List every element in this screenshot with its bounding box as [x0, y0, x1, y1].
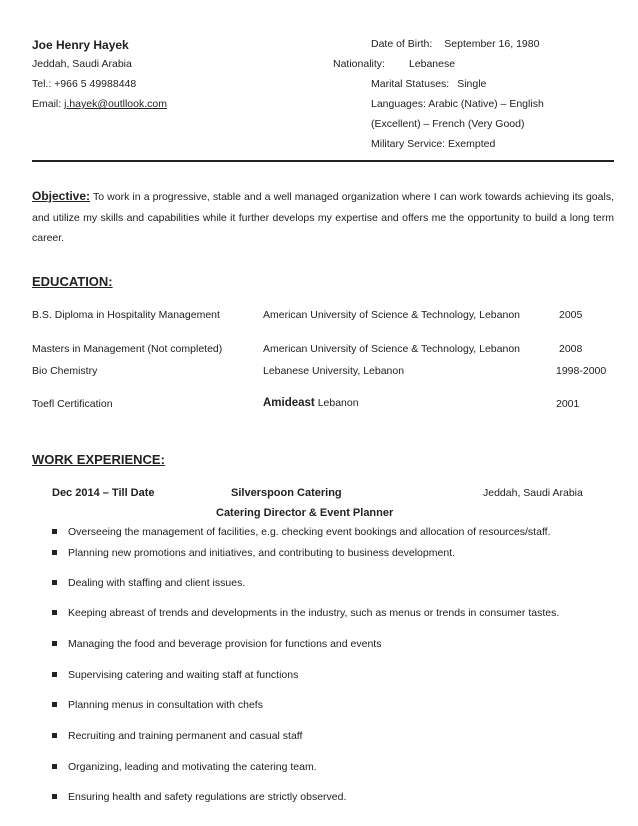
military-service: Military Service: Exempted	[371, 138, 496, 150]
year: 2008	[559, 343, 583, 355]
bullet-icon	[52, 702, 57, 707]
bullet-icon	[52, 733, 57, 738]
job-location: Jeddah, Saudi Arabia	[483, 487, 583, 499]
marital-value: Single	[457, 78, 487, 90]
job-company: Silverspoon Catering	[231, 487, 342, 499]
list-item	[52, 791, 622, 803]
list-item-text: Organizing, leading and motivating the catering team.	[68, 761, 317, 773]
phone-text: Tel.: +966 5 49988448	[32, 78, 137, 90]
degree: Toefl Certification	[32, 398, 113, 410]
bullet-icon	[52, 672, 57, 677]
list-item-text: Planning new promotions and initiatives, and contributing to business development.	[68, 547, 455, 559]
institution: American University of Science & Technology, Lebanon	[263, 343, 521, 355]
education-heading: EDUCATION:	[32, 274, 113, 289]
email-label: Email:	[32, 98, 65, 110]
languages-line	[371, 98, 544, 110]
languages-value-2: (Excellent) – French (Very Good)	[371, 118, 525, 130]
job-dates: Dec 2014 – Till Date	[52, 487, 155, 499]
job-title: Catering Director & Event Planner	[216, 507, 394, 519]
location-text: Jeddah, Saudi Arabia	[32, 58, 132, 70]
languages-value-1: Arabic (Native) – English	[428, 98, 544, 110]
year: 2001	[556, 398, 580, 410]
list-item-text: Ensuring health and safety regulations are strictly observed.	[68, 791, 347, 803]
candidate-name: Joe Henry Hayek	[32, 38, 129, 52]
list-item-text: Managing the food and beverage provision for functions and events	[68, 638, 382, 650]
list-item-text: Overseeing the management of facilities, e.g. checking event bookings and allocation of resources/staff.	[68, 526, 551, 538]
dob-label: Date of Birth:	[371, 38, 433, 50]
institution: Lebanese University, Lebanon	[263, 365, 405, 377]
languages-label: Languages:	[371, 98, 426, 110]
bullet-icon	[52, 764, 57, 769]
bullet-icon	[52, 529, 57, 534]
bullet-icon	[52, 580, 57, 585]
list-item	[52, 638, 622, 650]
list-item-text: Supervising catering and waiting staff at functions	[68, 669, 299, 681]
year: 1998-2000	[556, 365, 607, 377]
bullet-icon	[52, 550, 57, 555]
nationality-label: Nationality:	[333, 58, 385, 70]
list-item-text: Keeping abreast of trends and developments in the industry, such as menus or trends in consumer tastes.	[68, 607, 560, 619]
list-item-text: Planning menus in consultation with chefs	[68, 699, 263, 711]
list-item	[52, 730, 622, 742]
objective-text: To work in a progressive, stable and a well managed organization where I can work towards achieving its goals, and utilize my skills and capabilities while it further develops my expertise and offers me the opportunity to build a long term career.	[32, 191, 614, 244]
dob-value: September 16, 1980	[444, 38, 540, 50]
email-line	[32, 98, 167, 110]
institution: American University of Science & Technology, Lebanon	[263, 309, 521, 321]
degree: Bio Chemistry	[32, 365, 98, 377]
list-item	[52, 547, 622, 559]
institution-line	[263, 397, 359, 409]
list-item	[52, 669, 622, 681]
institution: Lebanon	[314, 397, 359, 409]
degree: Masters in Management (Not completed)	[32, 343, 223, 355]
list-item	[52, 761, 622, 773]
dob-line	[371, 38, 539, 50]
list-item-text: Dealing with staffing and client issues.	[68, 577, 246, 589]
objective-paragraph	[32, 186, 614, 249]
objective-heading: Objective:	[32, 189, 91, 203]
list-item	[52, 607, 622, 619]
bullet-icon	[52, 610, 57, 615]
nationality-line	[333, 58, 455, 70]
email-link[interactable]: j.hayek@outllook.com	[64, 98, 167, 110]
bullet-icon	[52, 641, 57, 646]
bullet-icon	[52, 794, 57, 799]
marital-line	[371, 78, 486, 90]
year: 2005	[559, 309, 583, 321]
nationality-value: Lebanese	[408, 58, 456, 70]
institution-bold: Amideast	[263, 397, 315, 409]
list-item	[52, 699, 622, 711]
list-item	[52, 526, 622, 538]
work-experience-heading: WORK EXPERIENCE:	[32, 452, 165, 467]
degree: B.S. Diploma in Hospitality Management	[32, 309, 220, 321]
marital-label: Marital Statuses:	[371, 78, 450, 90]
list-item-text: Recruiting and training permanent and casual staff	[68, 730, 303, 742]
list-item	[52, 577, 622, 589]
header-divider	[32, 160, 614, 162]
